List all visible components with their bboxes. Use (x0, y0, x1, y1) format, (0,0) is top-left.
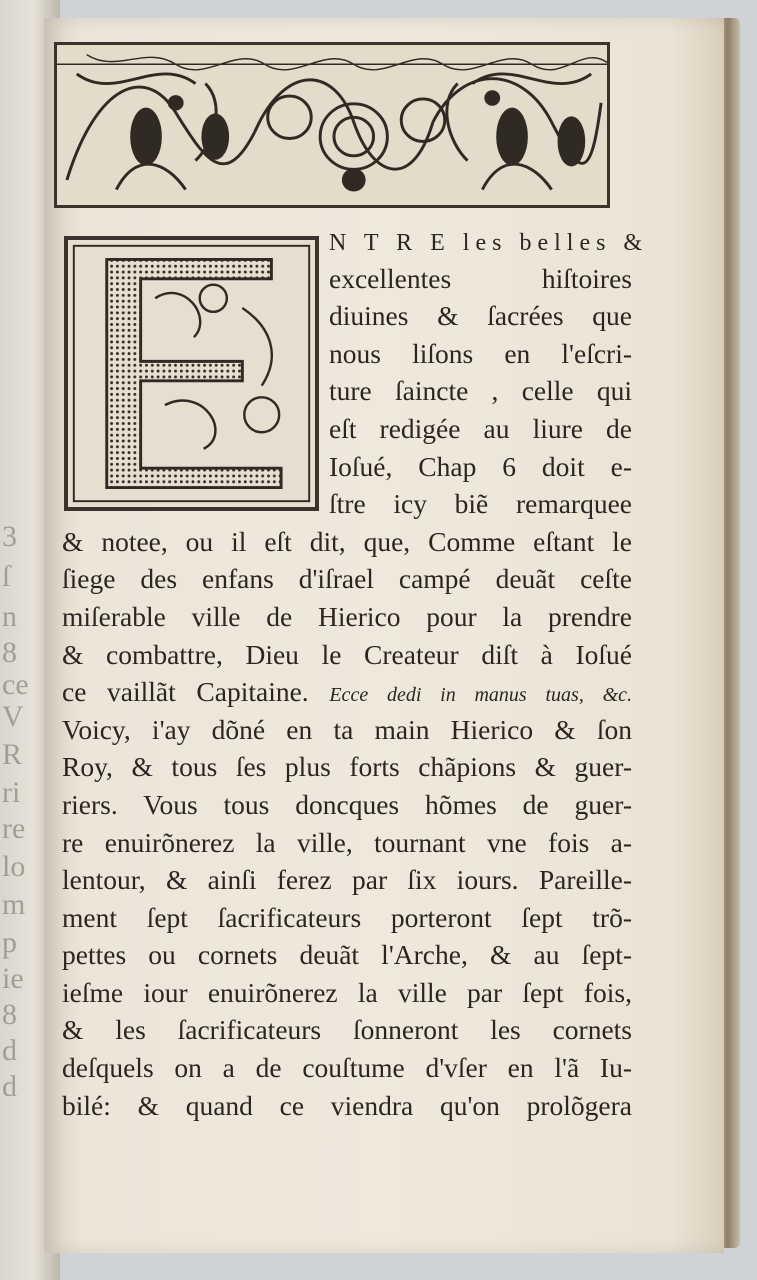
facing-fragment: lo (2, 850, 26, 883)
facing-fragment: ri (2, 776, 21, 809)
facing-fragment: R (2, 738, 23, 771)
woodcut-headpiece-ornament (54, 42, 610, 208)
facing-fragment: n (2, 600, 17, 633)
text-line: ment ſept ſacrificateurs porteront ſept trõ- (62, 901, 632, 933)
facing-fragment: ie (2, 962, 24, 995)
text-line: Voicy, i'ay dõné en ta main Hierico & ſon (62, 713, 632, 745)
facing-fragment: p (2, 926, 17, 959)
text-line: Roy, & tous ſes plus forts chãpions & guer- (62, 751, 632, 783)
text-line: & notee, ou il eſt dit, que, Comme eſtant le (62, 525, 632, 557)
facing-fragment: d (2, 1034, 17, 1067)
latin-quote: Ecce dedi in manus tuas, &c. (329, 684, 633, 707)
facing-fragment: 3 (2, 520, 17, 553)
text-line: diuines & ſacrées que (329, 300, 632, 332)
facing-fragment: re (2, 812, 26, 845)
text-line: bilé: & quand ce viendra qu'on prolõgera (62, 1089, 632, 1121)
text-line: deſquels on a de couſtume d'vſer en l'ã Iu- (62, 1052, 632, 1084)
text-line: eſt redigée au liure de (329, 412, 632, 444)
facing-fragment: d (2, 1070, 17, 1103)
text-line (62, 673, 632, 711)
text-line: pettes ou cornets deuãt l'Arche, & au ſept- (62, 939, 632, 971)
text-span: ce vaillãt Capitaine. (62, 676, 309, 708)
text-line: lentour, & ainſi ferez par ſix iours. Pareille- (62, 864, 632, 896)
facing-fragment: 8 (2, 998, 17, 1031)
text-line: N T R E les belles & (329, 230, 649, 256)
facing-fragment: ſ (2, 560, 11, 593)
text-line: ſtre icy biẽ remarquee (329, 488, 632, 520)
facing-fragment: V (2, 700, 24, 733)
text-line: ſiege des enfans d'iſrael campé deuãt ceſte (62, 563, 632, 595)
text-line: nous liſons en l'eſcri- (329, 337, 632, 369)
main-text (62, 222, 649, 1124)
text-line: Ioſué, Chap 6 doit e- (329, 450, 632, 482)
text-line: ture ſaincte , celle qui (329, 375, 632, 407)
facing-fragment: ce (2, 668, 29, 701)
facing-fragment: m (2, 888, 26, 921)
headpiece-illustration (57, 45, 607, 205)
text-line: & combattre, Dieu le Createur diſt à Ioſué (62, 638, 632, 670)
text-line: miſerable ville de Hierico pour la prendre (62, 600, 632, 632)
text-line: excellentes hiſtoires (329, 262, 632, 294)
text-line: re enuirõnerez la ville, tournant vne fois a- (62, 826, 632, 858)
facing-fragment: 8 (2, 636, 17, 669)
text-line: riers. Vous tous doncques hõmes de guer- (62, 788, 632, 820)
text-line: & les ſacrificateurs ſonneront les cornets (62, 1014, 632, 1046)
text-line: ieſme iour enuirõnerez la ville par ſept fois, (62, 976, 632, 1008)
